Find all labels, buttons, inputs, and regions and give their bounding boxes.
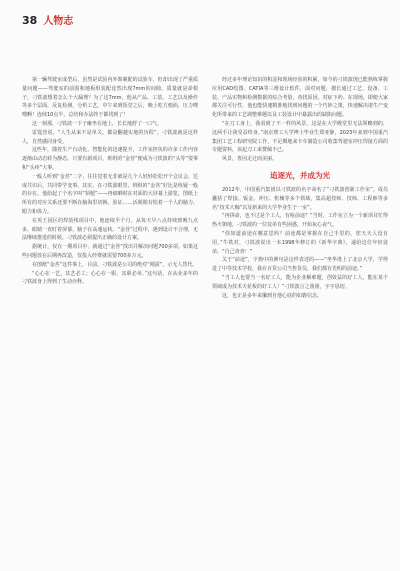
section-subheading: 追逐光，并成为光 xyxy=(270,170,330,180)
page-number: 38 xyxy=(22,14,38,27)
section-title: 人物志 xyxy=(43,16,74,27)
paragraph: “在刀工身上，我看到了不一样的风景，这是在大学殿堂里无法领略到的，这两手让我受益终身。”南京理工大学博士毕业生郑亚静，2023年来到中国重汽集团工艺工程研究院工作，不足期地来卡车制造公司收集驾驶室冲压焊接方面的专题资料，该起刀工来赞佩不已。 xyxy=(212,120,388,154)
paragraph: 这些年，随着生产自动化、智能化的迅速提升，工作室担负的许多工作内容逐渐由动态转为静态。只要有新项目，班组的“金菩”便成为刁铁波的“头等”要事和“头疼”大事。 xyxy=(22,147,198,171)
paragraph: 据统计，仅在一期项目中，就通过“金菩”找出并解决问题700多项。如果这些问题放在后期再改造，仅投入经费就需要700多万元。 xyxy=(22,244,198,259)
paragraph: 雷霆营说，“人生从来不是单关，都是翻越实地的历程”，刁铁波就是这样人，自然感同身受。 xyxy=(22,129,198,145)
page-header xyxy=(22,12,73,27)
paragraph: “心心在一艺，其艺必工；心心在一职，其职必举。”这句话，在从业多年的刁铁波身上得到了生动诠释。 xyxy=(22,270,198,286)
paragraph: 风景，皆因走过而美丽。 xyxy=(222,156,278,163)
paragraph: 2012年，中国重汽集团以刁铁波的名字命名了“刁铁波创新工作室”，成员囊括了焊接、钣金、冲压、机械等多个领域，集高超技师、技师、工程师等多名“技术大咖”以及新来的大学毕业生于一室”。 xyxy=(212,186,388,211)
paragraph: 关于“前途”，字典中的例句是这样表述的——“坐华准上了北京大学，学得进了中等技术学校，我在百货公司当售货员，我们都有光明的前途。” xyxy=(212,257,388,273)
paragraph: “当工人也要当一名好工人，能为企业解难题，创效益的好工人，能在某个领域成为技术天花板的好工人！”刁铁波言之凿凿，字字恳切。 xyxy=(212,274,388,290)
left-column xyxy=(22,76,198,287)
paragraph: “你知道前途在哪意思吗？前途都是掌握在自己手里的，您天天人没有用，”牛铁对，刁铁波说出一本1998年修订的《新华字典》，递给这位年轻徒弟，“自己查查！” xyxy=(212,230,388,255)
paragraph: 这，也正是多年来攥到自他心底的如磐信念。 xyxy=(222,292,323,299)
paragraph: 这一刻那，刁铁波一下子瘫坐在地上，长长地舒了一口气。 xyxy=(32,120,163,127)
paragraph: “再拼命，也不过是个工人，有啥前途？”当时，工作室立为一个新项目忙得热火朝地，刁铁波的一位徒弟有些困惑，开始灰心丧气。 xyxy=(212,213,388,229)
paragraph: 在英王园区的焊装线项目中，他连续半个月，从每天早八点持续到晚九点多，眼睛一直盯着屏幕，脑子在高速运转。“金菩”过程中，遇到设计不合理，无法继续推进的时候，刁铁波必须提出正确的设计方案。 xyxy=(22,217,198,242)
right-column xyxy=(212,76,388,300)
paragraph: 第一辆驾驶室成型后，虽然是试验内外饰案配的试验车，但却出现了严重质量问题——驾驶室的前围和地板组装配竟然出现7mm的间隙。质量就是命根子，刁铁波想着怎么个大漏理？为了这7mm，他从产品、工装、工艺以及操作等多个层面，反复检测，分析工艺。中午来到饭堂之后，晚上吃方便面，压力嗖嗖啊！连续10点半，总结和办法终于都找到了！ xyxy=(22,77,198,119)
paragraph: 经过多年理论知识的积淀和现场经验的积累，如今的刁铁波现已能熟练掌握应用CAD绘图、CATIA等三维设计软件，面对问题，擅长通过工艺、设备、工装、产品实物和检测数据的综合考量，查找原因，对症下药。在现场，即便大家都关注可行性，他也能快速精准地找到问题的一个巧妙之策，快速解决诸生产变化所带来的工艺调整难题以及工装设计中暴露出的缺陷问题。 xyxy=(212,77,388,119)
paragraph: 一般人听到“金菩”二字，往往觉着无非就是几个人轻轻松松开个会议会，达成共识后，共同带学变事。其实，在刁铁波眼里，班组的“金菩”好比是练疑一般的存在，他给起了个名字叫“领题”——再细晒时在对面的大屏幕上游览，图纸上所有的对应关系还要不断在脑海里切换、验证……活脱脱有绘着一个人的脑力、眼力和体力。 xyxy=(22,173,198,215)
paragraph: 在图纸“金菩”这件事上，目前，刁铁波是公司的绝对“刚需”，示无人替代。 xyxy=(32,261,198,268)
